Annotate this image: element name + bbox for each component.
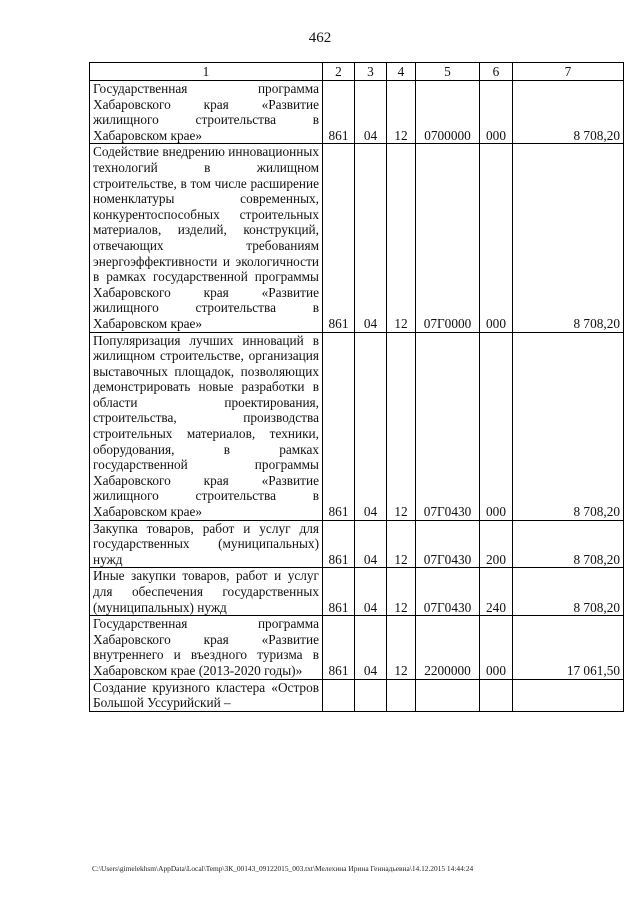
cell-amount: 8 708,20 — [513, 568, 624, 616]
column-header: 5 — [416, 63, 480, 81]
cell-col-5: 07Г0000 — [416, 144, 480, 332]
row-name: Иные закупки товаров, работ и услуг для обеспечения государственных (муниципальных) нужд — [90, 568, 323, 616]
cell-col-2: 861 — [323, 616, 355, 679]
cell-col-3: 04 — [355, 81, 387, 144]
cell-col-4: 12 — [387, 144, 416, 332]
cell-col-4: 12 — [387, 332, 416, 520]
file-path-footer: C:\Users\gimelekhsm\AppData\Local\Temp\ЗК_00143_09122015_003.txt\Мелехина Ирина Геннадьевна\14.12.2015 14:44:24 — [92, 864, 474, 873]
cell-amount — [513, 679, 624, 711]
cell-col-3: 04 — [355, 332, 387, 520]
column-header: 6 — [480, 63, 513, 81]
cell-col-4: 12 — [387, 520, 416, 568]
budget-table — [89, 62, 624, 712]
table-row — [90, 144, 624, 332]
column-header: 4 — [387, 63, 416, 81]
cell-col-4: 12 — [387, 616, 416, 679]
cell-col-4: 12 — [387, 568, 416, 616]
row-name: Популяризация лучших инноваций в жилищном строительстве, организация выставочных площадок, позволяющих демонстрировать новые разработки в области проектирования, строительства, производства строительных материалов, техники, оборудования, в рамках государственной программы Хабаровского края «Развитие жилищного строительства в Хабаровском крае» — [90, 332, 323, 520]
cell-col-6: 000 — [480, 81, 513, 144]
table-row — [90, 332, 624, 520]
cell-col-5: 2200000 — [416, 616, 480, 679]
cell-col-2: 861 — [323, 144, 355, 332]
cell-col-4 — [387, 679, 416, 711]
cell-col-6: 240 — [480, 568, 513, 616]
cell-col-2: 861 — [323, 568, 355, 616]
cell-col-3: 04 — [355, 144, 387, 332]
cell-col-2 — [323, 679, 355, 711]
cell-amount: 8 708,20 — [513, 144, 624, 332]
cell-col-6: 000 — [480, 144, 513, 332]
cell-col-6: 000 — [480, 332, 513, 520]
row-name: Содействие внедрению инновационных технологий в жилищном строительстве, в том числе расширение номенклатуры современных, конкурентоспособных строительных материалов, изделий, конструкций, отвечающих требованиям энергоэффективности и экологичности в рамках государственной программы Хабаровского края «Развитие жилищного строительства в Хабаровском крае» — [90, 144, 323, 332]
cell-col-5: 0700000 — [416, 81, 480, 144]
cell-col-5: 07Г0430 — [416, 568, 480, 616]
cell-amount: 17 061,50 — [513, 616, 624, 679]
column-header: 2 — [323, 63, 355, 81]
cell-col-3: 04 — [355, 520, 387, 568]
column-header: 1 — [90, 63, 323, 81]
cell-col-3 — [355, 679, 387, 711]
cell-col-4: 12 — [387, 81, 416, 144]
cell-col-5: 07Г0430 — [416, 332, 480, 520]
row-name: Государственная программа Хабаровского края «Развитие внутреннего и въездного туризма в Хабаровском крае (2013-2020 годы)» — [90, 616, 323, 679]
column-header: 3 — [355, 63, 387, 81]
table-row — [90, 616, 624, 679]
cell-col-5 — [416, 679, 480, 711]
cell-amount: 8 708,20 — [513, 81, 624, 144]
table-row — [90, 679, 624, 711]
table-row — [90, 520, 624, 568]
cell-col-2: 861 — [323, 81, 355, 144]
cell-amount: 8 708,20 — [513, 520, 624, 568]
column-header: 7 — [513, 63, 624, 81]
cell-col-2: 861 — [323, 332, 355, 520]
cell-col-3: 04 — [355, 568, 387, 616]
row-name: Закупка товаров, работ и услуг для государственных (муниципальных) нужд — [90, 520, 323, 568]
row-name: Создание круизного кластера «Остров Большой Уссурийский – — [90, 679, 323, 711]
cell-col-5: 07Г0430 — [416, 520, 480, 568]
table-row — [90, 568, 624, 616]
row-name: Государственная программа Хабаровского края «Развитие жилищного строительства в Хабаровском крае» — [90, 81, 323, 144]
cell-col-2: 861 — [323, 520, 355, 568]
cell-col-6 — [480, 679, 513, 711]
cell-col-6: 200 — [480, 520, 513, 568]
cell-amount: 8 708,20 — [513, 332, 624, 520]
cell-col-6: 000 — [480, 616, 513, 679]
cell-col-3: 04 — [355, 616, 387, 679]
table-header-row — [90, 63, 624, 81]
page-number: 462 — [308, 30, 332, 46]
table-row — [90, 81, 624, 144]
